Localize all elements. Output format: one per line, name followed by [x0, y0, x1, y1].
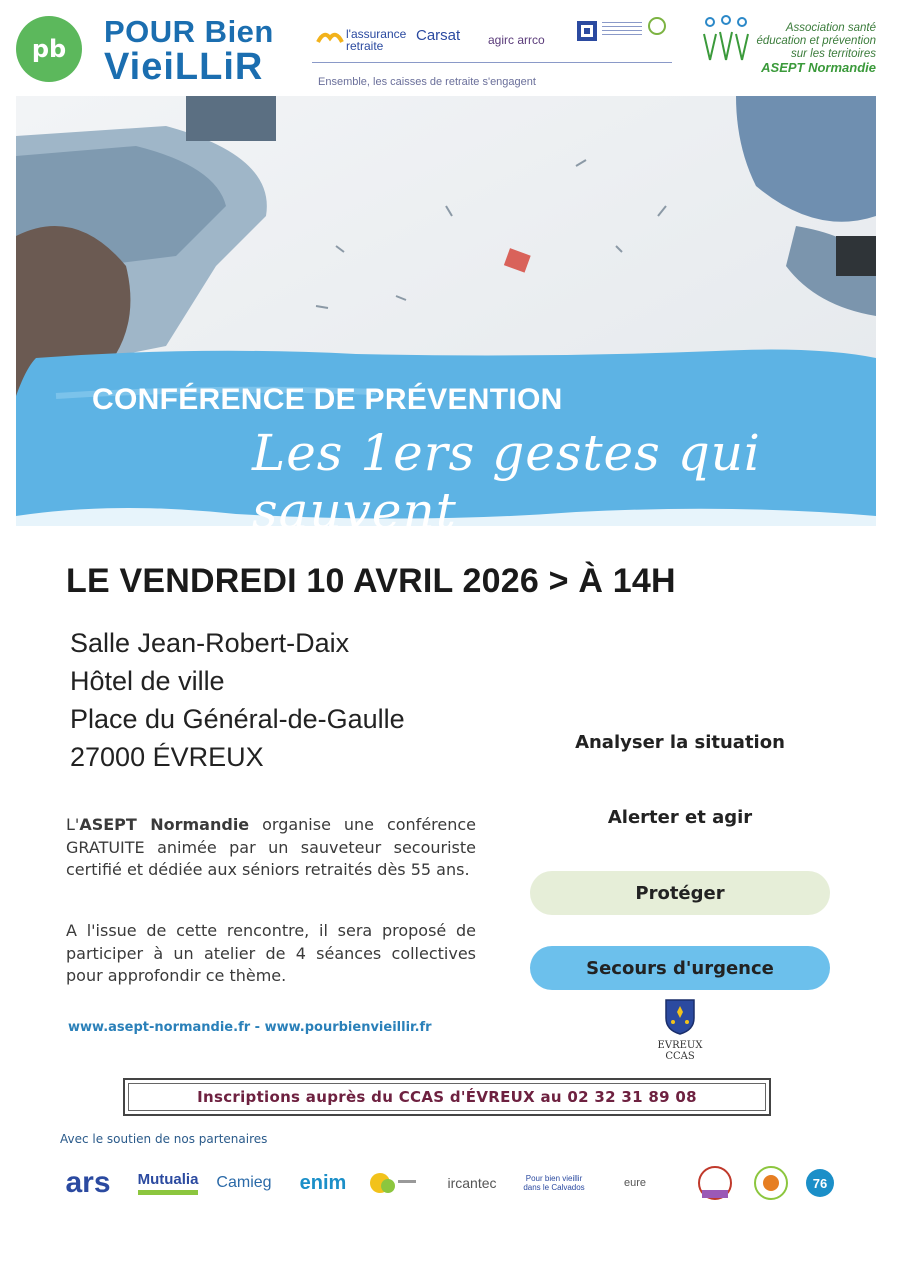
mutualia-logo-text: Mutualia: [137, 1171, 199, 1188]
inscriptions-text: Inscriptions auprès du CCAS d'ÉVREUX au 02 32 31 89 08: [197, 1088, 697, 1106]
topic-alerter: [530, 795, 830, 839]
conference-subtitle: Les 1ers gestes qui sauvent: [252, 424, 761, 540]
ircantec-logo-text: ircantec: [447, 1175, 497, 1191]
seine-maritime-logo: [798, 1160, 842, 1206]
pbv-logo-badge: pb: [16, 16, 82, 82]
seine-maritime-badge: 76: [806, 1169, 834, 1197]
msa-logo-icon: [576, 20, 598, 42]
topic-label: Alerter et agir: [607, 806, 753, 828]
brand-name-line1: POUR Bien: [104, 14, 274, 49]
asept-line-3: sur les territoires: [791, 48, 876, 60]
partners-divider: [312, 62, 672, 63]
camieg-logo: [212, 1160, 276, 1206]
conference-title: CONFÉRENCE DE PRÉVENTION: [92, 383, 563, 416]
topic-label: Secours d'urgence: [586, 957, 774, 979]
calvados-logo: [516, 1160, 592, 1206]
retirement-partners-strip: [312, 12, 672, 72]
partner-assurance-retraite: l'assurance retraite: [346, 27, 407, 53]
ccas-name-line: CCAS: [665, 1051, 695, 1062]
eure-logo-text: eure: [623, 1177, 647, 1189]
venue-city: 27000 ÉVREUX: [70, 742, 264, 772]
intro-paragraph: [66, 814, 476, 882]
intro-org-name: ASEPT Normandie: [79, 815, 250, 834]
mutualia-logo: [132, 1160, 204, 1206]
camieg-logo-text: Camieg: [216, 1174, 272, 1191]
topic-secours: [530, 946, 830, 990]
intro-prefix: L': [66, 815, 80, 834]
ircantec-logo: [434, 1160, 510, 1206]
enim-logo-text: enim: [299, 1171, 347, 1194]
round-partner-logo-icon: [752, 1164, 790, 1202]
event-date: LE VENDREDI 10 AVRIL 2026 > À 14H: [66, 562, 676, 600]
cnracl-logo-icon: [646, 16, 668, 40]
venue-street: Place du Général-de-Gaulle: [70, 704, 405, 734]
partner-agirc-arrco: agirc arrco: [488, 33, 545, 47]
asept-org-name: ASEPT Normandie: [761, 60, 876, 74]
support-title: Avec le soutien de nos partenaires: [60, 1132, 268, 1146]
assurance-retraite-logo-icon: [316, 28, 344, 48]
asept-line-2: éducation et prévention: [756, 35, 876, 47]
regional-partner-logo-icon: [366, 1166, 418, 1200]
topic-proteger: [530, 871, 830, 915]
partner-carsat: Carsat: [416, 27, 461, 44]
websites-line[interactable]: www.asept-normandie.fr - www.pourbienvieillir.fr: [68, 1020, 432, 1035]
asept-people-logo-icon: [700, 14, 760, 64]
ars-logo: [56, 1160, 120, 1206]
enim-logo: [290, 1160, 356, 1206]
evreux-ccas-logo: [650, 1040, 710, 1062]
venue-room: Salle Jean-Robert-Daix: [70, 628, 350, 658]
venue-building: Hôtel de ville: [70, 666, 225, 696]
seal-partner-logo-icon: [692, 1164, 738, 1202]
topic-label: Analyser la situation: [575, 731, 785, 753]
partner-small-print-logo: [602, 22, 642, 38]
mutualia-bar: [138, 1190, 198, 1195]
topic-label: Protéger: [635, 882, 725, 904]
brand-name-line2: VieiLLiR: [104, 46, 264, 88]
calvados-logo-text: Pour bien vieillir dans le Calvados: [523, 1174, 585, 1192]
retirement-funds-tagline: Ensemble, les caisses de retraite s'engagent: [318, 76, 536, 88]
asept-normandie-logo: [752, 22, 876, 74]
evreux-name-line: EVREUX: [657, 1040, 703, 1051]
inscriptions-box: [123, 1078, 771, 1116]
workshop-paragraph: A l'issue de cette rencontre, il sera proposé de participer à un atelier de 4 séances collectives pour approfondir ce thème.: [66, 921, 476, 985]
eure-logo: [606, 1160, 664, 1206]
asept-line-1: Association santé: [785, 22, 876, 34]
topic-analyser: [530, 720, 830, 764]
ars-logo-text: ars: [65, 1166, 111, 1199]
intro-rest: organise une conférence GRATUITE animée par un sauveteur secouriste certifié et dédiée aux séniors retraités dès 55 ans.: [66, 815, 477, 879]
evreux-crest-icon: [664, 998, 696, 1036]
